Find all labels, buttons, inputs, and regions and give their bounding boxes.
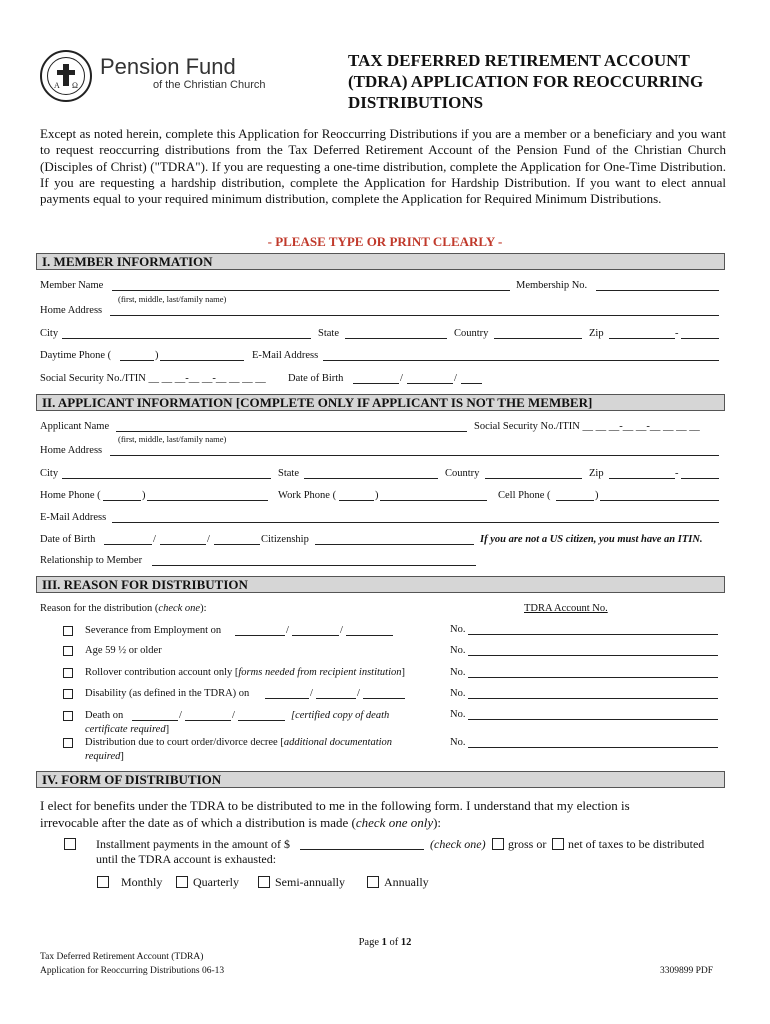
relationship-label: Relationship to Member [40,555,143,566]
print-clearly-notice: - PLEASE TYPE OR PRINT CLEARLY - [267,234,503,249]
net-label: net of taxes to be distributed [568,837,705,851]
disability-slash-2: / [357,688,360,699]
applicant-dob-label: Date of Birth [40,534,96,545]
member-country-field[interactable] [494,328,582,339]
rollover-account-field[interactable] [468,667,718,678]
applicant-cell-phone-field[interactable] [600,490,719,501]
gross-label: gross or [508,837,547,851]
applicant-work-area-code[interactable] [339,490,374,501]
applicant-work-phone-field[interactable] [380,490,487,501]
age-account-field[interactable] [468,645,718,656]
tdra-account-no-header: TDRA Account No. [524,603,608,614]
age-checkbox[interactable] [63,646,73,656]
death-no-label: No. [450,709,466,720]
logo-emblem-icon [47,57,85,95]
semi-annually-label: Semi-annually [275,875,345,889]
disability-date-day[interactable] [316,688,356,699]
document-title: TAX DEFERRED RETIREMENT ACCOUNT (TDRA) APPLICATION FOR REOCCURRING DISTRIBUTIONS [348,51,704,112]
applicant-home-address-field[interactable] [110,445,719,456]
membership-no-label: Membership No. [516,280,588,291]
disability-slash-1: / [310,688,313,699]
applicant-city-field[interactable] [62,468,271,479]
membership-no-field[interactable] [596,280,719,291]
severance-date-day[interactable] [292,625,339,636]
monthly-label: Monthly [121,875,163,889]
member-name-label: Member Name [40,280,104,291]
annually-checkbox[interactable] [367,876,379,888]
applicant-dob-year[interactable] [214,534,260,545]
disability-no-label: No. [450,688,466,699]
member-home-address-field[interactable] [110,305,719,316]
monthly-checkbox[interactable] [97,876,109,888]
relationship-field[interactable] [152,555,476,566]
member-dob-slash-2: / [454,373,457,384]
member-email-label: E-Mail Address [252,350,319,361]
severance-slash-1: / [286,625,289,636]
form-code: 3309899 PDF [660,966,714,976]
member-zip-field[interactable] [609,328,675,339]
logo-subtitle: of the Christian Church [153,79,266,91]
severance-label: Severance from Employment on [85,625,222,636]
installment-check-one: (check one) [430,837,486,851]
applicant-dob-month[interactable] [104,534,152,545]
installment-checkbox[interactable] [64,838,76,850]
rollover-checkbox[interactable] [63,668,73,678]
member-name-hint: (first, middle, last/family name) [118,294,227,304]
member-dob-year[interactable] [461,373,482,384]
member-phone-paren: ) [155,350,159,361]
applicant-name-field[interactable] [116,421,467,432]
applicant-city-label: City [40,468,59,479]
installment-label: Installment payments in the amount of $ [96,837,290,851]
applicant-email-label: E-Mail Address [40,512,107,523]
death-documentation-note: [certified copy of death [291,710,390,721]
applicant-email-field[interactable] [112,512,719,523]
applicant-work-paren: ) [375,490,379,501]
applicant-name-label: Applicant Name [40,421,110,432]
rollover-label: Rollover contribution account only [forms needed from recipient institution] [85,667,406,678]
court-order-checkbox[interactable] [63,738,73,748]
until-exhausted-label: until the TDRA account is exhausted: [96,852,277,866]
applicant-dob-day[interactable] [160,534,206,545]
disability-label: Disability (as defined in the TDRA) on [85,688,250,699]
disability-checkbox[interactable] [63,689,73,699]
death-checkbox[interactable] [63,711,73,721]
member-zip-label: Zip [589,328,604,339]
applicant-zip4-field[interactable] [681,468,719,479]
severance-date-year[interactable] [346,625,393,636]
member-ssn-label[interactable]: Social Security No./ITIN __ __ __-__ __-__ __ __ __ [40,373,266,384]
member-area-code-field[interactable] [120,350,154,361]
death-account-field[interactable] [468,709,718,720]
member-home-address-label: Home Address [40,305,103,316]
applicant-country-field[interactable] [485,468,582,479]
applicant-citizenship-field[interactable] [315,534,474,545]
disability-date-year[interactable] [363,688,405,699]
applicant-cell-paren: ) [595,490,599,501]
applicant-work-phone-label: Work Phone ( [278,490,337,501]
disability-date-month[interactable] [265,688,309,699]
age-label: Age 59 ½ or older [85,645,162,656]
death-slash-1: / [179,710,182,721]
applicant-dob-slash-1: / [153,534,156,545]
severance-slash-2: / [340,625,343,636]
page-number: Page 1 of 12 [358,937,412,948]
net-checkbox[interactable] [552,838,564,850]
member-zip4-field[interactable] [681,328,719,339]
svg-text:Ω: Ω [72,81,78,90]
quarterly-label: Quarterly [193,875,239,889]
member-name-field[interactable] [112,280,510,291]
member-email-field[interactable] [323,350,719,361]
death-documentation-note-cont: certificate required] [85,724,170,735]
age-no-label: No. [450,645,466,656]
itin-requirement-note: If you are not a US citizen, you must have an ITIN. [480,534,703,545]
applicant-zip-dash: - [675,468,679,479]
member-state-field[interactable] [345,328,447,339]
court-order-label-cont: required] [85,751,124,762]
annually-label: Annually [384,875,429,889]
applicant-state-label: State [278,468,299,479]
applicant-zip-label: Zip [589,468,604,479]
footer-line-1: Tax Deferred Retirement Account (TDRA) [40,952,204,962]
applicant-country-label: Country [445,468,480,479]
disability-account-field[interactable] [468,688,718,699]
applicant-home-area-code[interactable] [103,490,141,501]
gross-checkbox[interactable] [492,838,504,850]
applicant-dob-slash-2: / [207,534,210,545]
applicant-ssn-label[interactable]: Social Security No./ITIN __ __ __-__ __-__ __ __ __ [474,421,700,432]
death-date-month[interactable] [132,710,178,721]
quarterly-checkbox[interactable] [176,876,188,888]
intro-paragraph: Except as noted herein, complete this Application for Reoccurring Distributions if you are a member or a beneficiary and you want to request reoccurring distributions from the Tax Deferred Retirement Account of the Pension Fund of the Christian Church (Disciples of Christ) ("TDRA"). If you are requesting a one-time distribution, complete the Application for One-Time Distribution. If you are requesting a hardship distribution, complete the Application for Hardship Distribution. If you want to elect annual payments equal to your required minimum distribution, complete the Application for Required Minimum Distributions. [40,126,726,207]
election-statement: I elect for benefits under the TDRA to be distributed to me in the following form. I understand that my election is irrevocable after the date as of which a distribution is made (check one only): [40,798,630,830]
member-daytime-phone-label: Daytime Phone ( [40,350,112,361]
section-form-of-distribution-header: IV. FORM OF DISTRIBUTION [36,771,725,788]
section-applicant-information-header: II. APPLICANT INFORMATION [COMPLETE ONLY IF APPLICANT IS NOT THE MEMBER] [36,394,725,411]
severance-date-month[interactable] [235,625,285,636]
death-label: Death on [85,710,124,721]
applicant-name-hint: (first, middle, last/family name) [118,434,227,444]
member-state-label: State [318,328,339,339]
logo-name: Pension Fund [100,54,236,79]
member-phone-field[interactable] [160,350,244,361]
court-order-label: Distribution due to court order/divorce decree [additional documentation [85,737,393,748]
severance-checkbox[interactable] [63,626,73,636]
applicant-cell-area-code[interactable] [556,490,594,501]
member-dob-day[interactable] [407,373,453,384]
member-dob-month[interactable] [353,373,399,384]
court-order-account-field[interactable] [468,737,718,748]
death-date-day[interactable] [185,710,231,721]
svg-text:A: A [54,81,60,90]
member-country-label: Country [454,328,489,339]
section-reason-header: III. REASON FOR DISTRIBUTION [36,576,725,593]
member-dob-slash-1: / [400,373,403,384]
court-order-no-label: No. [450,737,466,748]
applicant-home-phone-field[interactable] [147,490,268,501]
applicant-state-field[interactable] [304,468,438,479]
section-member-information-header: I. MEMBER INFORMATION [36,253,725,270]
applicant-cell-phone-label: Cell Phone ( [498,490,551,501]
member-zip-dash: - [675,328,679,339]
member-city-label: City [40,328,59,339]
death-date-year[interactable] [238,710,285,721]
applicant-home-paren: ) [142,490,146,501]
member-dob-label: Date of Birth [288,373,344,384]
reason-instruction: Reason for the distribution (check one): [40,603,207,614]
applicant-home-phone-label: Home Phone ( [40,490,101,501]
death-slash-2: / [232,710,235,721]
installment-amount-field[interactable] [300,837,424,850]
semi-annually-checkbox[interactable] [258,876,270,888]
applicant-zip-field[interactable] [609,468,675,479]
footer-line-2: Application for Reoccurring Distributions 06-13 [40,966,225,976]
applicant-home-address-label: Home Address [40,445,103,456]
member-city-field[interactable] [62,328,311,339]
applicant-citizenship-label: Citizenship [261,534,309,545]
severance-no-label: No. [450,624,466,635]
rollover-no-label: No. [450,667,466,678]
severance-account-field[interactable] [468,624,718,635]
